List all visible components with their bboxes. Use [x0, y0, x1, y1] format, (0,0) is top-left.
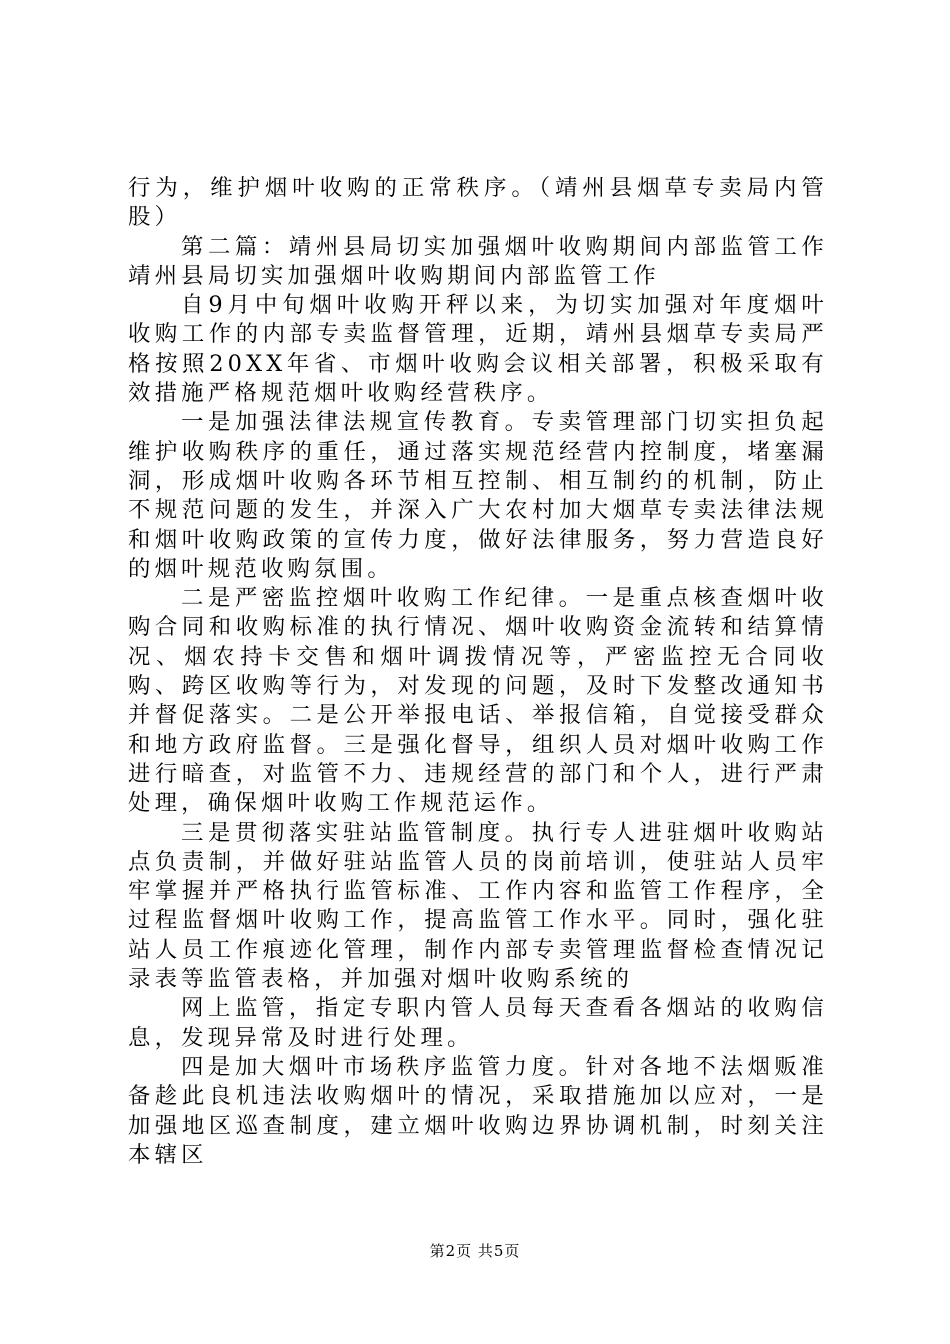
- paragraph-point-one: 一是加强法律法规宣传教育。专卖管理部门切实担负起维护收购秩序的重任，通过落实规范经营内控制度，堵塞漏洞，形成烟叶收购各环节相互控制、相互制约的机制，防止不规范问题的发生，并深入广大农村加大烟草专卖法律法规和烟叶收购政策的宣传力度，做好法律服务，努力营造良好的烟叶规范收购氛围。: [128, 409, 828, 582]
- paragraph-section-title: 第二篇：靖州县局切实加强烟叶收购期间内部监管工作靖州县局切实加强烟叶收购期间内部监管工作: [128, 233, 828, 289]
- paragraph-intro: 自9月中旬烟叶收购开秤以来，为切实加强对年度烟叶收购工作的内部专卖监督管理，近期，靖州县烟草专卖局严格按照20XX年省、市烟叶收购会议相关部署，积极采取有效措施严格规范烟叶收购经营秩序。: [128, 292, 828, 407]
- paragraph-point-four: 四是加大烟叶市场秩序监管力度。针对各地不法烟贩准备趁此良机违法收购烟叶的情况，采取措施加以应对，一是加强地区巡查制度，建立烟叶收购边界协调机制，时刻关注本辖区: [128, 1053, 828, 1168]
- page-number-footer: 第2页 共5页: [429, 1242, 521, 1260]
- paragraph-continuation: 行为，维护烟叶收购的正常秩序。（靖州县烟草专卖局内管股）: [128, 175, 828, 231]
- document-body: [128, 174, 828, 1170]
- paragraph-point-three: 三是贯彻落实驻站监管制度。执行专人进驻烟叶收购站点负责制，并做好驻站监管人员的岗前培训，使驻站人员牢牢掌握并严格执行监管标准、工作内容和监管工作程序，全过程监督烟叶收购工作，提高监管工作水平。同时，强化驻站人员工作痕迹化管理，制作内部专卖管理监督检查情况记录表等监管表格，并加强对烟叶收购系统的: [128, 819, 828, 993]
- paragraph-online-supervision: 网上监管，指定专职内管人员每天查看各烟站的收购信息，发现异常及时进行处理。: [128, 995, 828, 1051]
- paragraph-point-two: 二是严密监控烟叶收购工作纪律。一是重点核查烟叶收购合同和收购标准的执行情况、烟叶收购资金流转和结算情况、烟农持卡交售和烟叶调拨情况等，严密监控无合同收购、跨区收购等行为，对发现的问题，及时下发整改通知书并督促落实。二是公开举报电话、举报信箱，自觉接受群众和地方政府监督。三是强化督导，组织人员对烟叶收购工作进行暗查，对监管不力、违规经营的部门和个人，进行严肃处理，确保烟叶收购工作规范运作。: [128, 585, 828, 817]
